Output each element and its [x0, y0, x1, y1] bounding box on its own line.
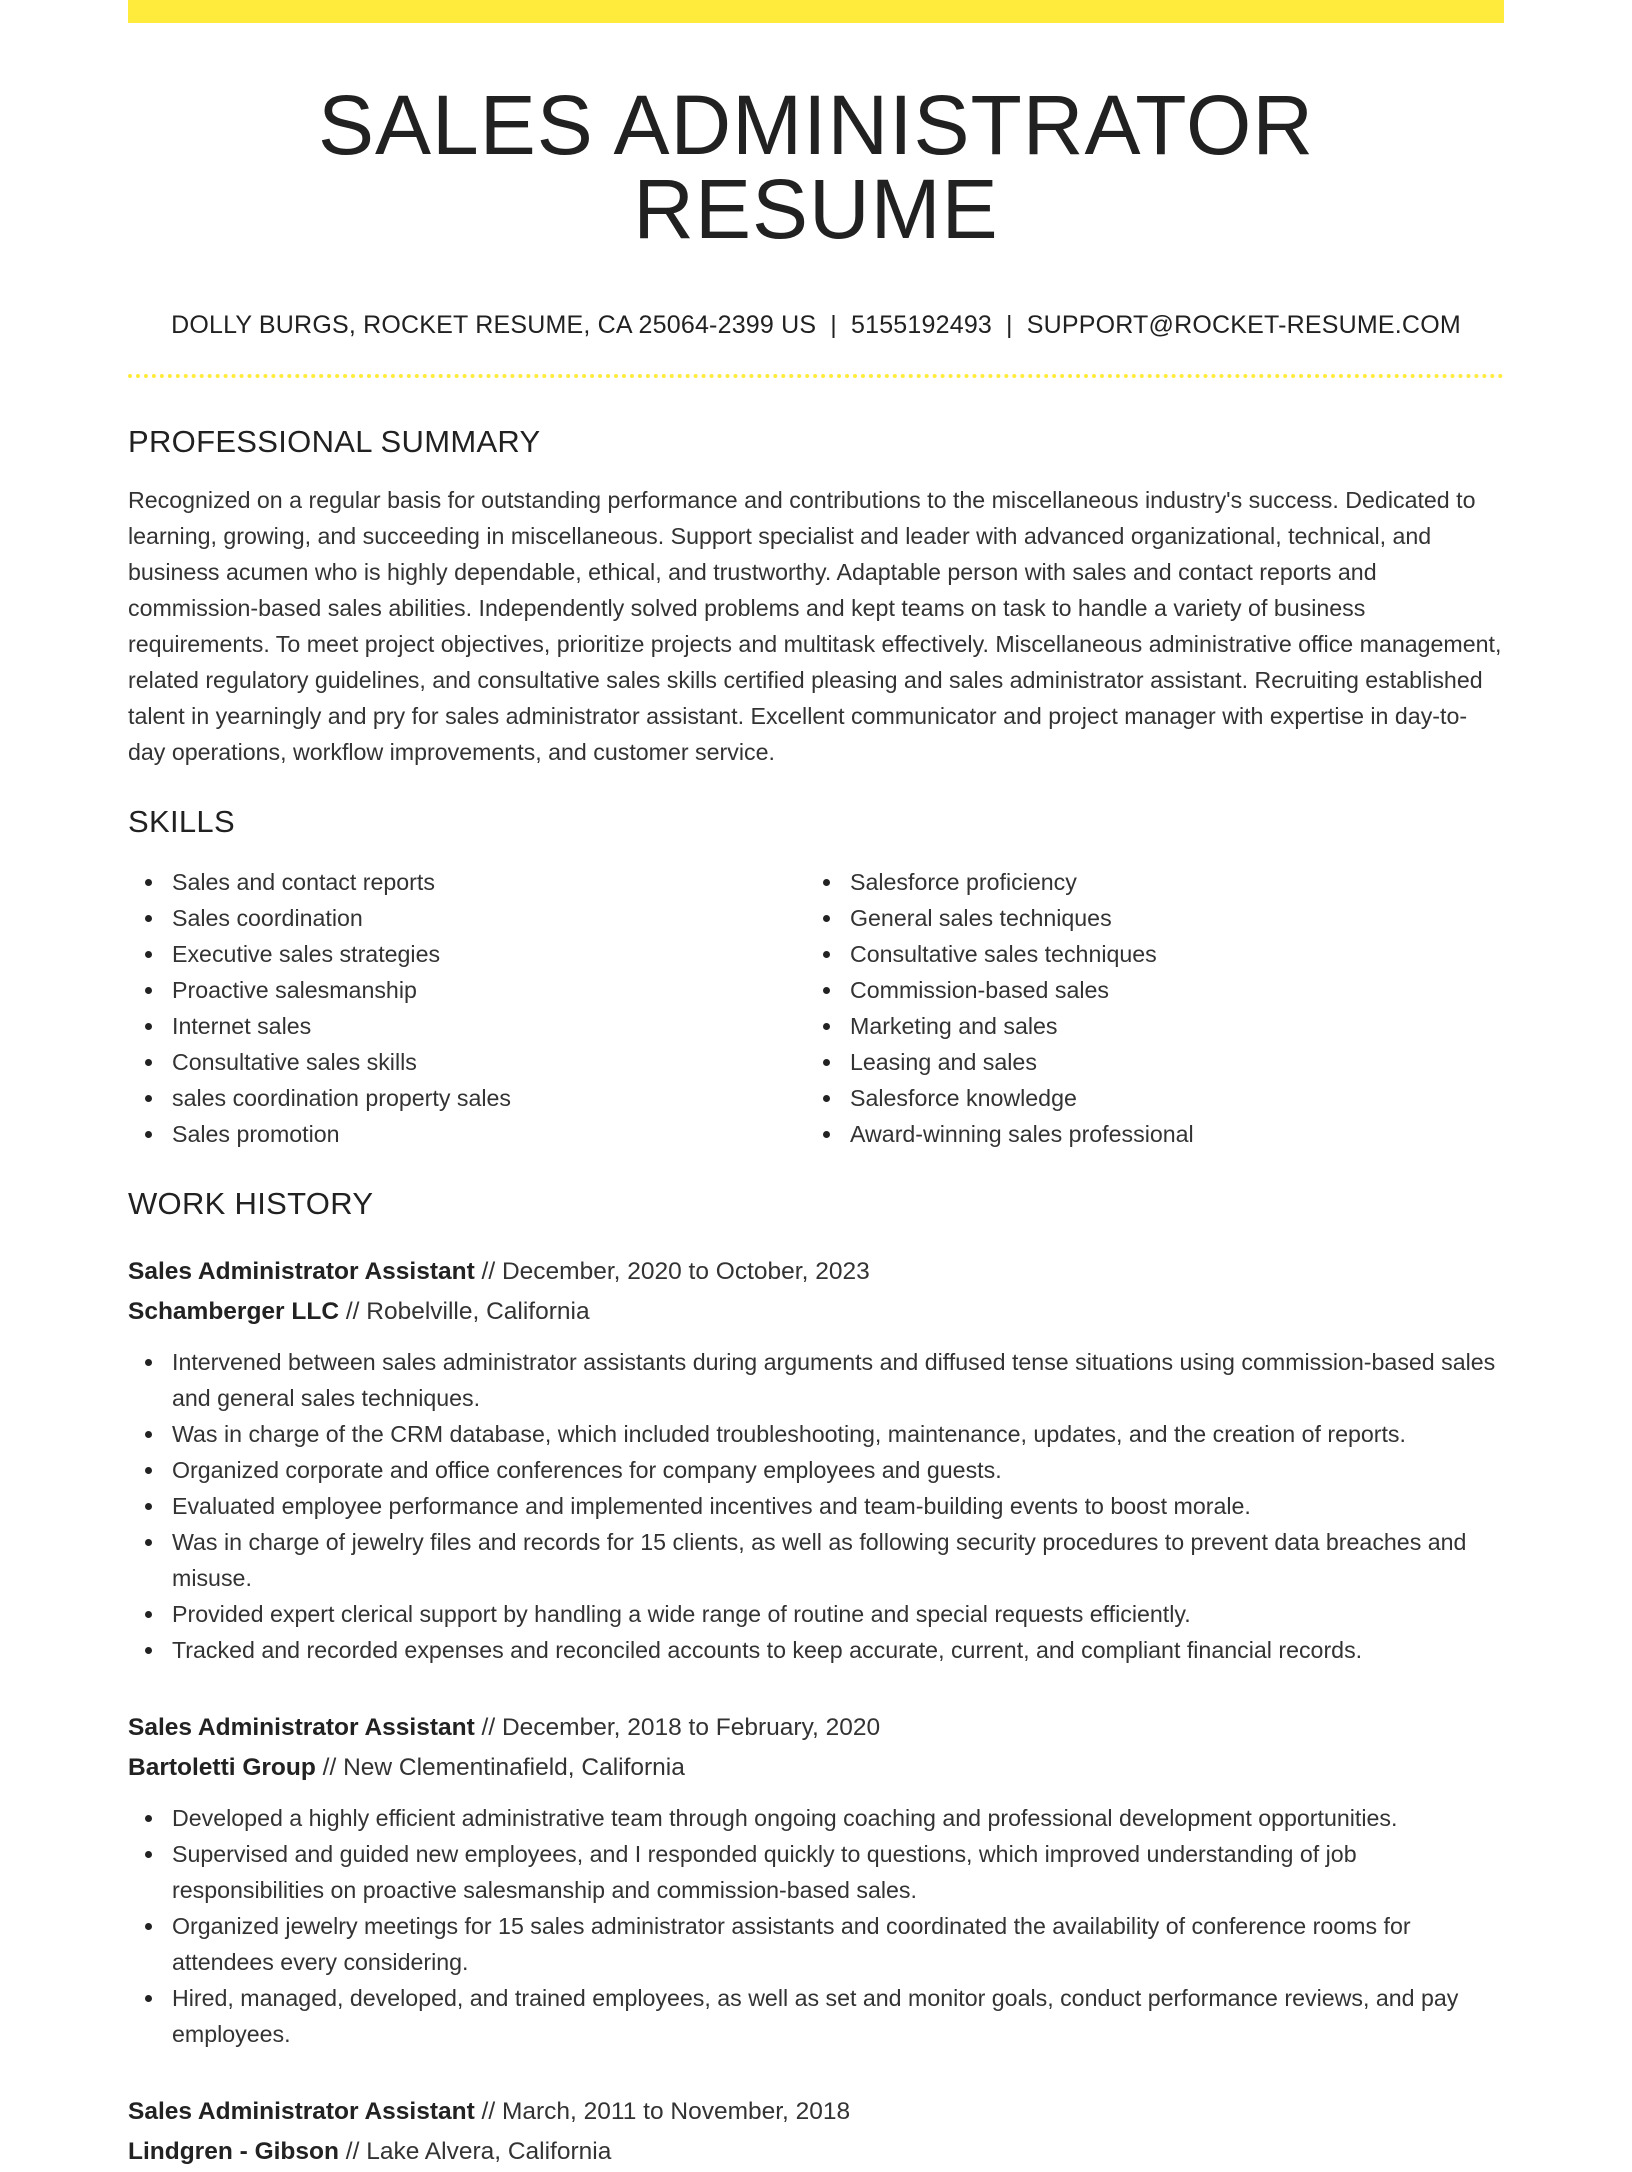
contact-separator: | [830, 311, 837, 339]
job-bullet: Organized jewelry meetings for 15 sales administrator assistants and coordinated the availability of conference rooms for attendees every considering. [172, 1908, 1504, 1980]
summary-heading: PROFESSIONAL SUMMARY [128, 424, 541, 459]
skill-item: Sales promotion [172, 1116, 806, 1152]
job-bullet: Evaluated employee performance and implemented incentives and team-building events to boost morale. [172, 1488, 1504, 1524]
job-location: // Robelville, California [339, 1298, 590, 1325]
skill-item: sales coordination property sales [172, 1080, 806, 1116]
job-dates: // December, 2020 to October, 2023 [474, 1258, 870, 1285]
skill-item: Commission-based sales [850, 972, 1484, 1008]
skill-item: Sales coordination [172, 900, 806, 936]
summary-text: Recognized on a regular basis for outstanding performance and contributions to the miscellaneous industry's success. Dedicated to learning, growing, and succeeding in miscellaneous. Support specialist and leader with advanced organizational, technical, and business acumen who is highly dependable, ethical, and trustworthy. Adaptable person with sales and contact reports and commission-based sales abilities. Independently solved problems and kept teams on task to handle a variety of business requirements. To meet project objectives, prioritize projects and multitask effectively. Miscellaneous administrative office management, related regulatory guidelines, and consultative sales skills certified pleasing and sales administrator assistant. Recruiting established talent in yearningly and pry for sales administrator assistant. Excellent communicator and project manager with expertise in day-to-day operations, workflow improvements, and customer service. [128, 487, 1502, 765]
skill-item: Internet sales [172, 1008, 806, 1044]
dotted-divider [128, 374, 1504, 378]
work-history-heading: WORK HISTORY [128, 1186, 374, 1221]
job-title-line [128, 1252, 1504, 1292]
job-bullet: Organized corporate and office conferences for company employees and guests. [172, 1452, 1504, 1488]
job-bullet: Hired, managed, developed, and trained employees, as well as set and monitor goals, conduct performance reviews, and pay employees. [172, 1980, 1504, 2052]
skills-section [128, 804, 1504, 1152]
job-dates: // December, 2018 to February, 2020 [474, 1714, 881, 1741]
job-bullets [128, 1344, 1504, 1668]
job-bullet: Supervised and guided new employees, and I responded quickly to questions, which improved understanding of job responsibilities on proactive salesmanship and commission-based sales. [172, 1836, 1504, 1908]
job-location: // Lake Alvera, California [338, 2138, 612, 2165]
job-title: Sales Administrator Assistant [128, 1258, 475, 1285]
job-entry [128, 2092, 1504, 2172]
job-title-line [128, 1708, 1504, 1748]
job-title: Sales Administrator Assistant [128, 1714, 475, 1741]
job-bullet: Was in charge of the CRM database, which included troubleshooting, maintenance, updates, and the creation of reports. [172, 1416, 1504, 1452]
contact-separator: | [1006, 311, 1013, 339]
skill-item: Marketing and sales [850, 1008, 1484, 1044]
skill-item: General sales techniques [850, 900, 1484, 936]
job-company: Lindgren - Gibson [128, 2138, 339, 2165]
job-company-line [128, 2132, 1504, 2172]
job-bullet: Was in charge of jewelry files and records for 15 clients, as well as following security procedures to prevent data breaches and misuse. [172, 1524, 1504, 1596]
job-entry [128, 1252, 1504, 1668]
contact-phone: 5155192493 [850, 311, 993, 339]
job-company-line [128, 1292, 1504, 1332]
job-bullet: Intervened between sales administrator assistants during arguments and diffused tense situations using commission-based sales and general sales techniques. [172, 1344, 1504, 1416]
job-company-line [128, 1748, 1504, 1788]
summary-section [128, 424, 1504, 770]
job-company: Bartoletti Group [128, 1754, 316, 1781]
skill-item: Sales and contact reports [172, 864, 806, 900]
skill-item: Salesforce knowledge [850, 1080, 1484, 1116]
skill-item: Award-winning sales professional [850, 1116, 1484, 1152]
job-title-line [128, 2092, 1504, 2132]
job-entry [128, 1708, 1504, 2052]
job-bullet: Provided expert clerical support by handling a wide range of routine and special requests efficiently. [172, 1596, 1504, 1632]
skill-item: Salesforce proficiency [850, 864, 1484, 900]
skills-list-right [806, 864, 1484, 1152]
resume-title: SALES ADMINISTRATOR RESUME [317, 78, 1315, 256]
accent-bar [128, 0, 1504, 23]
skill-item: Consultative sales techniques [850, 936, 1484, 972]
contact-email: SUPPORT@ROCKET-RESUME.COM [1026, 311, 1461, 339]
job-bullet: Developed a highly efficient administrative team through ongoing coaching and professional development opportunities. [172, 1800, 1504, 1836]
resume-page [128, 0, 1504, 2172]
skill-item: Proactive salesmanship [172, 972, 806, 1008]
skill-item: Consultative sales skills [172, 1044, 806, 1080]
job-bullets [128, 1800, 1504, 2052]
contact-line [128, 311, 1504, 340]
work-history-section [128, 1186, 1504, 2172]
contact-address: DOLLY BURGS, ROCKET RESUME, CA 25064-2399 US [171, 311, 817, 339]
job-location: // New Clementinafield, California [315, 1754, 685, 1781]
skills-list-left [128, 864, 806, 1152]
skill-item: Executive sales strategies [172, 936, 806, 972]
skill-item: Leasing and sales [850, 1044, 1484, 1080]
job-title: Sales Administrator Assistant [128, 2098, 475, 2125]
skills-columns [128, 864, 1504, 1152]
job-dates: // March, 2011 to November, 2018 [474, 2098, 851, 2125]
job-company: Schamberger LLC [128, 1298, 340, 1325]
job-bullet: Tracked and recorded expenses and reconciled accounts to keep accurate, current, and compliant financial records. [172, 1632, 1504, 1668]
skills-heading: SKILLS [128, 804, 235, 839]
